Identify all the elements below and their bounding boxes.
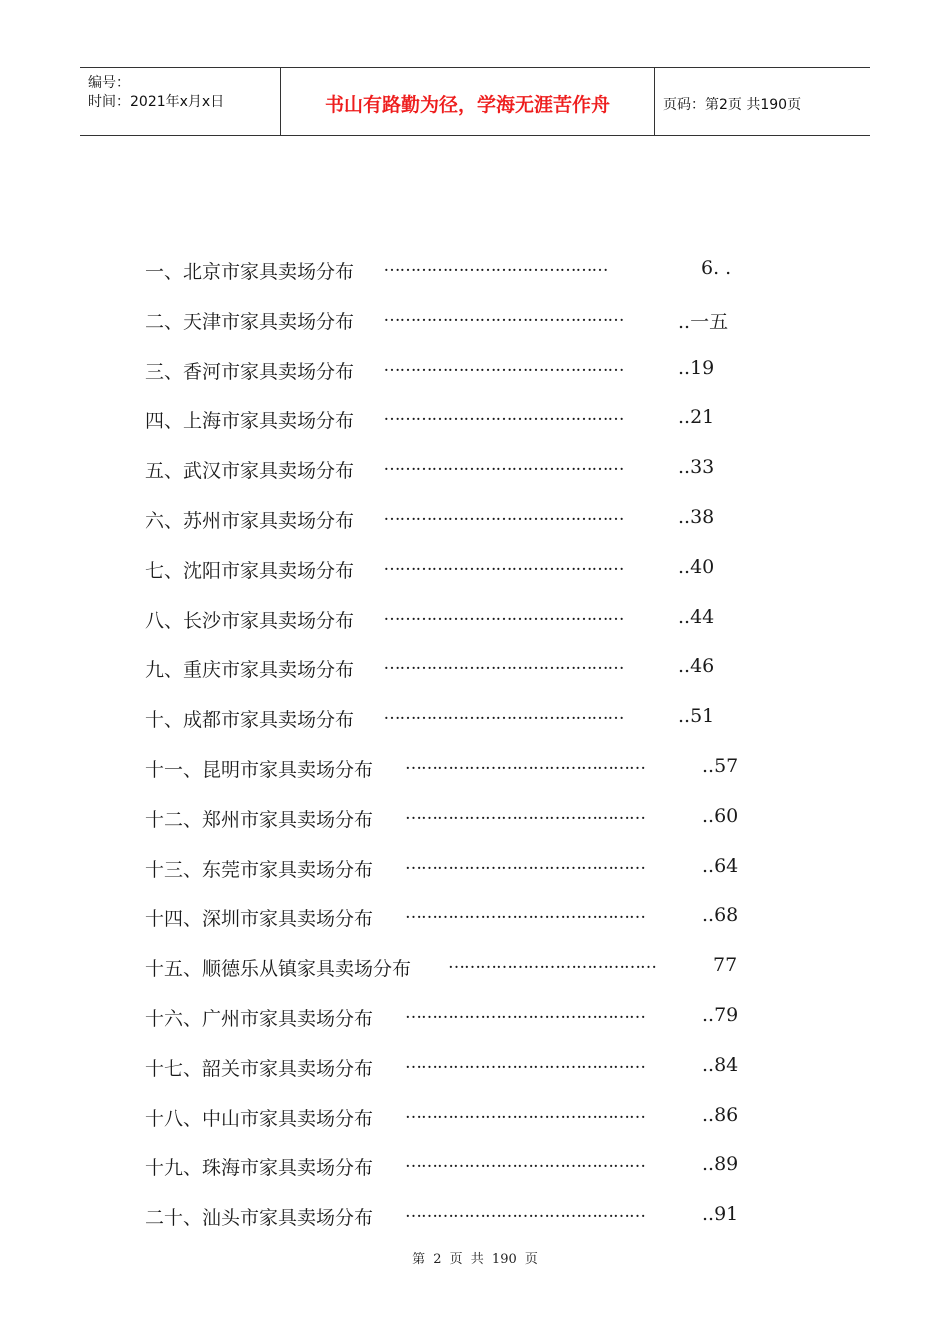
- toc-entry-title: 七、沈阳市家具卖场分布: [145, 560, 355, 582]
- toc-entry-page: ..84: [702, 1054, 739, 1076]
- header-motto-cell: [281, 68, 655, 135]
- toc-entry-page: ..19: [678, 357, 715, 379]
- toc-entry-title: 四、上海市家具卖场分布: [145, 410, 355, 432]
- toc-entry-page: ..40: [678, 556, 715, 578]
- toc-leader-dots: ………………………………………: [405, 1003, 645, 1023]
- toc-entry-page: ..33: [678, 456, 715, 478]
- toc-entry-title: 五、武汉市家具卖场分布: [145, 460, 355, 482]
- toc-entry-page: ..46: [678, 655, 715, 677]
- toc-entry-title: 八、长沙市家具卖场分布: [145, 610, 355, 632]
- time-label: 时间：2021年x月x日: [88, 94, 225, 110]
- toc-leader-dots: ………………………………………: [405, 854, 645, 874]
- toc-entry-title: 十二、郑州市家具卖场分布: [145, 809, 374, 831]
- toc-leader-dots: ………………………………………: [383, 505, 624, 525]
- toc-entry-title: 十、成都市家具卖场分布: [145, 709, 355, 731]
- toc-leader-dots: ………………………………………: [405, 1202, 645, 1222]
- toc-leader-dots: ………………………………………: [405, 903, 645, 923]
- toc-entry-title: 十七、韶关市家具卖场分布: [145, 1058, 374, 1080]
- toc-entry-title: 十九、珠海市家具卖场分布: [145, 1157, 374, 1179]
- document-header: [80, 67, 870, 136]
- toc-leader-dots: ………………………………………: [405, 754, 645, 774]
- toc-entry-page: 77: [713, 954, 738, 976]
- toc-entry-title: 十三、东莞市家具卖场分布: [145, 859, 374, 881]
- toc-entry-title: 十六、广州市家具卖场分布: [145, 1008, 374, 1030]
- toc-leader-dots: ………………………………………: [405, 1053, 645, 1073]
- toc-entry-page: ..21: [678, 406, 715, 428]
- toc-leader-dots: ……………………………………: [383, 256, 608, 276]
- header-page-info: 页码：第2页 共190页: [663, 97, 802, 113]
- toc-entry-title: 一、北京市家具卖场分布: [145, 261, 355, 283]
- toc-leader-dots: ………………………………………: [383, 555, 624, 575]
- toc-leader-dots: ………………………………………: [405, 1152, 645, 1172]
- toc-entry-title: 六、苏州市家具卖场分布: [145, 510, 355, 532]
- toc-leader-dots: ………………………………………: [383, 704, 624, 724]
- toc-entry-page: ..一五: [678, 311, 729, 333]
- toc-entry-title: 二、天津市家具卖场分布: [145, 311, 355, 333]
- toc-entry-page: ..79: [702, 1004, 739, 1026]
- toc-entry-title: 二十、汕头市家具卖场分布: [145, 1207, 374, 1229]
- page-footer: 第 2 页 共 190 页: [412, 1252, 538, 1267]
- toc-leader-dots: ………………………………………: [383, 356, 624, 376]
- toc-entry-page: ..89: [702, 1153, 739, 1175]
- toc-entry-title: 十八、中山市家具卖场分布: [145, 1108, 374, 1130]
- toc-entry-page: ..86: [702, 1104, 739, 1126]
- toc-leader-dots: …………………………………: [448, 953, 656, 973]
- header-page-cell: [655, 68, 870, 135]
- toc-leader-dots: ………………………………………: [383, 654, 624, 674]
- toc-entry-title: 九、重庆市家具卖场分布: [145, 659, 355, 681]
- toc-entry-title: 十五、顺德乐从镇家具卖场分布: [145, 958, 412, 980]
- toc-leader-dots: ………………………………………: [405, 804, 645, 824]
- toc-entry-page: ..64: [702, 855, 739, 877]
- toc-entry-title: 十一、昆明市家具卖场分布: [145, 759, 374, 781]
- toc-entry-page: ..57: [702, 755, 739, 777]
- toc-entry-page: ..51: [678, 705, 715, 727]
- header-meta-cell: [80, 68, 281, 135]
- toc-leader-dots: ………………………………………: [383, 405, 624, 425]
- toc-leader-dots: ………………………………………: [383, 455, 624, 475]
- header-motto: 书山有路勤为径，学海无涯苦作舟: [324, 94, 610, 116]
- toc-entry-title: 三、香河市家具卖场分布: [145, 361, 355, 383]
- toc-entry-title: 十四、深圳市家具卖场分布: [145, 908, 374, 930]
- toc-leader-dots: ………………………………………: [383, 306, 624, 326]
- toc-entry-page: ..68: [702, 904, 739, 926]
- toc-entry-page: ..38: [678, 506, 715, 528]
- toc-entry-page: ..60: [702, 805, 739, 827]
- toc-leader-dots: ………………………………………: [405, 1103, 645, 1123]
- toc-entry-page: ..91: [702, 1203, 739, 1225]
- toc-leader-dots: ………………………………………: [383, 605, 624, 625]
- number-label: 编号：: [88, 75, 130, 91]
- toc-entry-page: ..44: [678, 606, 715, 628]
- toc-entry-page: 6. .: [701, 257, 732, 279]
